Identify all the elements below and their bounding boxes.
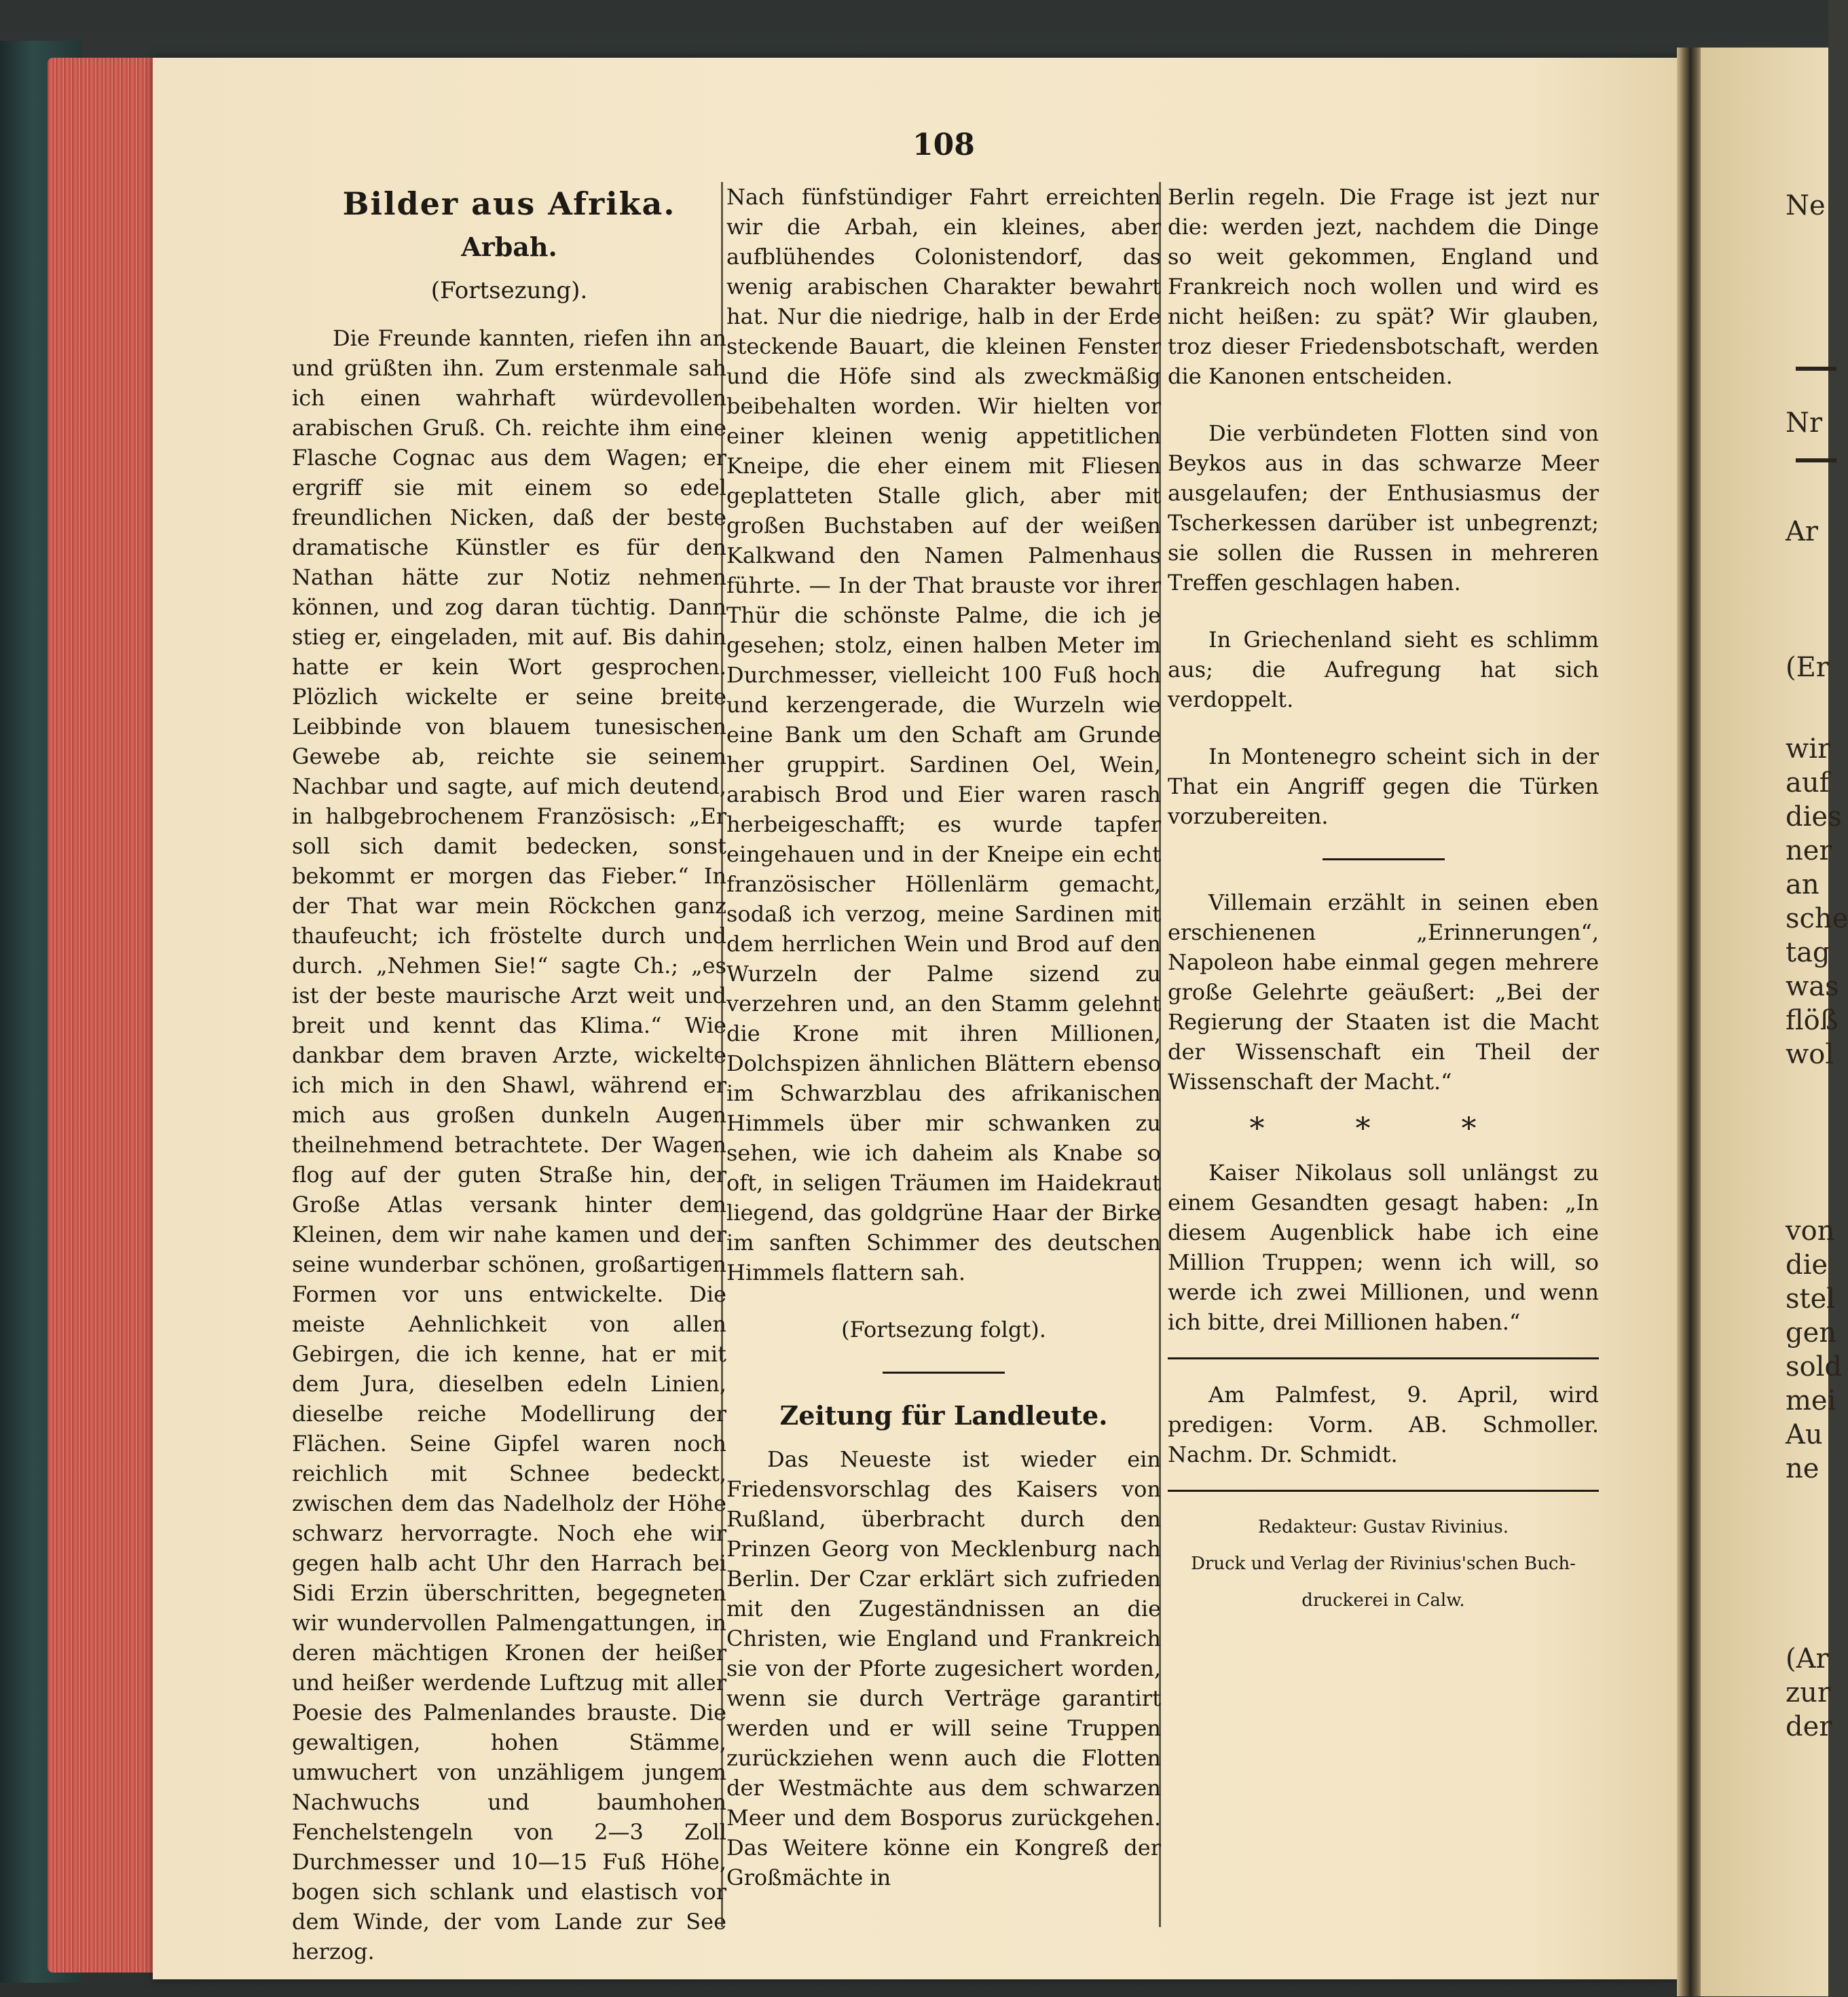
- column-3: [1168, 182, 1599, 1622]
- section-divider: [883, 1372, 1005, 1374]
- column-1: [292, 182, 726, 1966]
- imprint-divider: [1168, 1490, 1599, 1492]
- next-page-word-fragment: tag: [1786, 937, 1830, 968]
- next-page-word-fragment: Ne: [1786, 190, 1826, 221]
- next-page-rule: [1796, 458, 1836, 462]
- next-page-word-fragment: sold: [1786, 1351, 1843, 1382]
- next-page-word-fragment: flöß: [1786, 1005, 1838, 1036]
- column-2: [726, 182, 1161, 1892]
- article-subheading: Arbah.: [461, 232, 557, 262]
- section-title: Zeitung für Landleute.: [779, 1400, 1108, 1431]
- church-notice: Am Palmfest, 9. April, wird predigen: Vorm. AB. Schmoller. Nachm. Dr. Schmidt.: [1168, 1382, 1599, 1467]
- next-page-word-fragment: mei: [1786, 1385, 1836, 1416]
- news-paragraph: Kaiser Nikolaus soll unlängst zu einem Gesandten gesagt haben: „In diesem Augenblick habe ich eine Million Truppen; wenn ich will, so werde ich zwei Millionen, und wenn ich bitte, drei Millionen haben.“: [1168, 1160, 1599, 1335]
- editor-line: Redakteur: Gustav Rivinius.: [1258, 1517, 1509, 1537]
- next-page-word-fragment: (Er: [1786, 652, 1829, 683]
- next-page-word-fragment: was: [1786, 971, 1839, 1002]
- next-page-word-fragment: (Ar: [1786, 1643, 1829, 1674]
- book-gutter: [1677, 48, 1704, 1996]
- article-continuation-note: (Fortsezung).: [430, 277, 588, 304]
- next-page-word-fragment: sche: [1786, 903, 1848, 934]
- next-page-word-fragment: Nr: [1786, 407, 1823, 439]
- news-paragraph: Villemain erzählt in seinen eben erschienenen „Erinnerungen“, Napoleon habe einmal gegen mehrere große Gelehrte geäußert: „Bei der Regierung der Staaten ist die Macht der Wissenschaft ein Theil der Wissenschaft der Macht.“: [1168, 890, 1599, 1095]
- next-page-word-fragment: der: [1786, 1711, 1832, 1742]
- next-page-rule: [1796, 367, 1836, 371]
- next-page-word-fragment: ne: [1786, 1453, 1819, 1484]
- page-number: 108: [912, 128, 975, 162]
- news-paragraph: Die verbündeten Flotten sind von Beykos aus in das schwarze Meer ausgelaufen; der Enthusiasmus der Tscherkessen darüber ist unbegrenzt; sie sollen die Russen in mehreren Treffen geschlagen haben.: [1168, 420, 1599, 596]
- article-body: Die Freunde kannten, riefen ihn an und grüßten ihn. Zum erstenmale sah ich einen wahrhaft würdevollen arabischen Gruß. Ch. reichte ihm eine Flasche Cognac aus dem Wagen; er ergriff sie mit einem so edel freundlichen Nicken, daß der beste dramatische Künstler es für den Nathan hätte zur Notiz nehmen können, und zog daran tüchtig. Dann stieg er, eingeladen, mit auf. Bis dahin hatte er kein Wort gesprochen. Plözlich wickelte er seine breite Leibbinde von blauem tunesischen Gewebe ab, reichte sie seinem Nachbar und sagte, auf mich deutend, in halbgebrochenem Französisch: „Er soll sich damit bedecken, sonst bekommt er morgen das Fieber.“ In der That war mein Röckchen ganz thaufeucht; ich fröstelte durch und durch. „Nehmen Sie!“ sagte Ch.; „es ist der beste maurische Arzt weit und breit und kennt das Klima.“ Wie dankbar dem braven Arzte, wickelte ich mich in den Shawl, während er mich aus großen dunkeln Augen theilnehmend betrachtete. Der Wagen flog auf der guten Straße hin, der Große Atlas versank hinter dem Kleinen, dem wir nahe kamen und der seine wunderbar schönen, großartigen Formen vor uns entwickelte. Die meiste Aehnlichkeit von allen Gebirgen, die ich kenne, hat er mit dem Jura, dieselben edeln Linien, dieselbe reiche Modellirung der Flächen. Seine Gipfel waren noch reichlich mit Schnee bedeckt, zwischen dem das Nadelholz der Höhe schwarz hervorragte. Noch ehe wir gegen halb acht Uhr den Harrach bei Sidi Erzin überschritten, begegneten wir wundervollen Palmengattungen, in deren mächtigen Kronen der heißer und heißer werdende Luftzug mit aller Poesie des Palmenlandes brauste. Die gewaltigen, hohen Stämme, umwuchert von unzähligem jungem Nachwuchs und baumhohen Fenchelstengeln von 2—3 Zoll Durchmesser und 10—15 Fuß Höhe, bogen sich schlank und elastisch vor dem Winde, der vom Lande zur See herzog.: [292, 325, 726, 1964]
- news-paragraph: Das Neueste ist wieder ein Friedensvorschlag des Kaisers von Rußland, überbracht durch den Prinzen Georg von Mecklenburg nach Berlin. Der Czar erklärt sich zufrieden mit den Zugeständnissen an die Christen, wie England und Frankreich sie von der Pforte zugesichert worden, wenn sie durch Verträge garantirt werden und er will seine Truppen zurückziehen wenn auch die Flotten der Westmächte aus dem schwarzen Meer und dem Bosporus zurückgehen. Das Weitere könne ein Kongreß der Großmächte in: [726, 1446, 1161, 1890]
- news-paragraph: In Montenegro scheint sich in der That ein Angriff gegen die Türken vorzubereiten.: [1168, 744, 1599, 829]
- article-headline: Bilder aus Afrika.: [342, 185, 676, 222]
- next-page-word-fragment: Au: [1786, 1419, 1823, 1450]
- next-page-word-fragment: Ar: [1786, 516, 1819, 547]
- next-page-word-fragment: die: [1786, 1249, 1828, 1281]
- printer-line-1: Druck und Verlag der Rivinius'schen Buch-: [1191, 1554, 1576, 1574]
- next-page-word-fragment: ner: [1786, 835, 1832, 866]
- next-page-word-fragment: an: [1786, 869, 1819, 900]
- continued-note: (Fortsezung folgt).: [841, 1317, 1046, 1342]
- next-page-word-fragment: gen: [1786, 1317, 1837, 1349]
- printer-line-2: druckerei in Calw.: [1301, 1590, 1465, 1611]
- news-paragraph: In Griechenland sieht es schlimm aus; die Aufregung hat sich verdoppelt.: [1168, 627, 1599, 712]
- next-page-fragment: [1701, 48, 1848, 1996]
- section-divider: [1168, 1357, 1599, 1359]
- next-page-word-fragment: wol: [1786, 1039, 1834, 1070]
- news-paragraph: Berlin regeln. Die Frage ist jezt nur die: werden jezt, nachdem die Dinge so weit gekommen, England und Frankreich noch wollen und wird es nicht heißen: zu spät? Wir glauben, troz dieser Friedensbotschaft, werden die Kanonen entscheiden.: [1168, 184, 1599, 389]
- section-divider: [1323, 858, 1445, 860]
- article-body-continued: Nach fünfstündiger Fahrt erreichten wir die Arbah, ein kleines, aber aufblühendes Colonistendorf, das wenig arabischen Charakter bewahrt hat. Nur die niedrige, halb in der Erde steckende Bauart, die kleinen Fenster und die Höfe sind als zweckmäßig beibehalten worden. Wir hielten vor einer kleinen wenig appetitlichen Kneipe, die eher einem mit Fliesen geplatteten Stalle glich, aber mit großen Buchstaben auf der weißen Kalkwand den Namen Palmenhaus führte. — In der That brauste vor ihrer Thür die schönste Palme, die ich je gesehen; stolz, einen halben Meter im Durchmesser, vielleicht 100 Fuß hoch und kerzengerade, die Wurzeln wie eine Bank um den Schaft am Grunde her gruppirt. Sardinen Oel, Wein, arabisch Brod und Eier waren rasch herbeigeschafft; es wurde tapfer eingehauen und in der Kneipe ein echt französischer Höllenlärm gemacht, sodaß ich verzog, meine Sardinen mit dem herrlichen Wein und Brod auf den Wurzeln der Palme sizend zu verzehren und, an den Stamm gelehnt die Krone mit ihren Millionen, Dolchspizen ähnlichen Blättern ebenso im Schwarzblau des afrikanischen Himmels über mir schwanken zu sehen, wie ich daheim als Knabe so oft, in seligen Träumen im Haidekraut liegend, das goldgrüne Haar der Birke im sanften Schimmer des deutschen Himmels flattern sah.: [726, 184, 1161, 1285]
- asterism: * * *: [1249, 1112, 1517, 1146]
- next-page-word-fragment: wir: [1786, 733, 1831, 765]
- next-page-word-fragment: von: [1786, 1215, 1835, 1247]
- next-page-word-fragment: auf: [1786, 767, 1830, 799]
- next-page-word-fragment: dies: [1786, 801, 1842, 832]
- next-page-word-fragment: zur: [1786, 1677, 1830, 1708]
- next-page-word-fragment: stel: [1786, 1283, 1836, 1315]
